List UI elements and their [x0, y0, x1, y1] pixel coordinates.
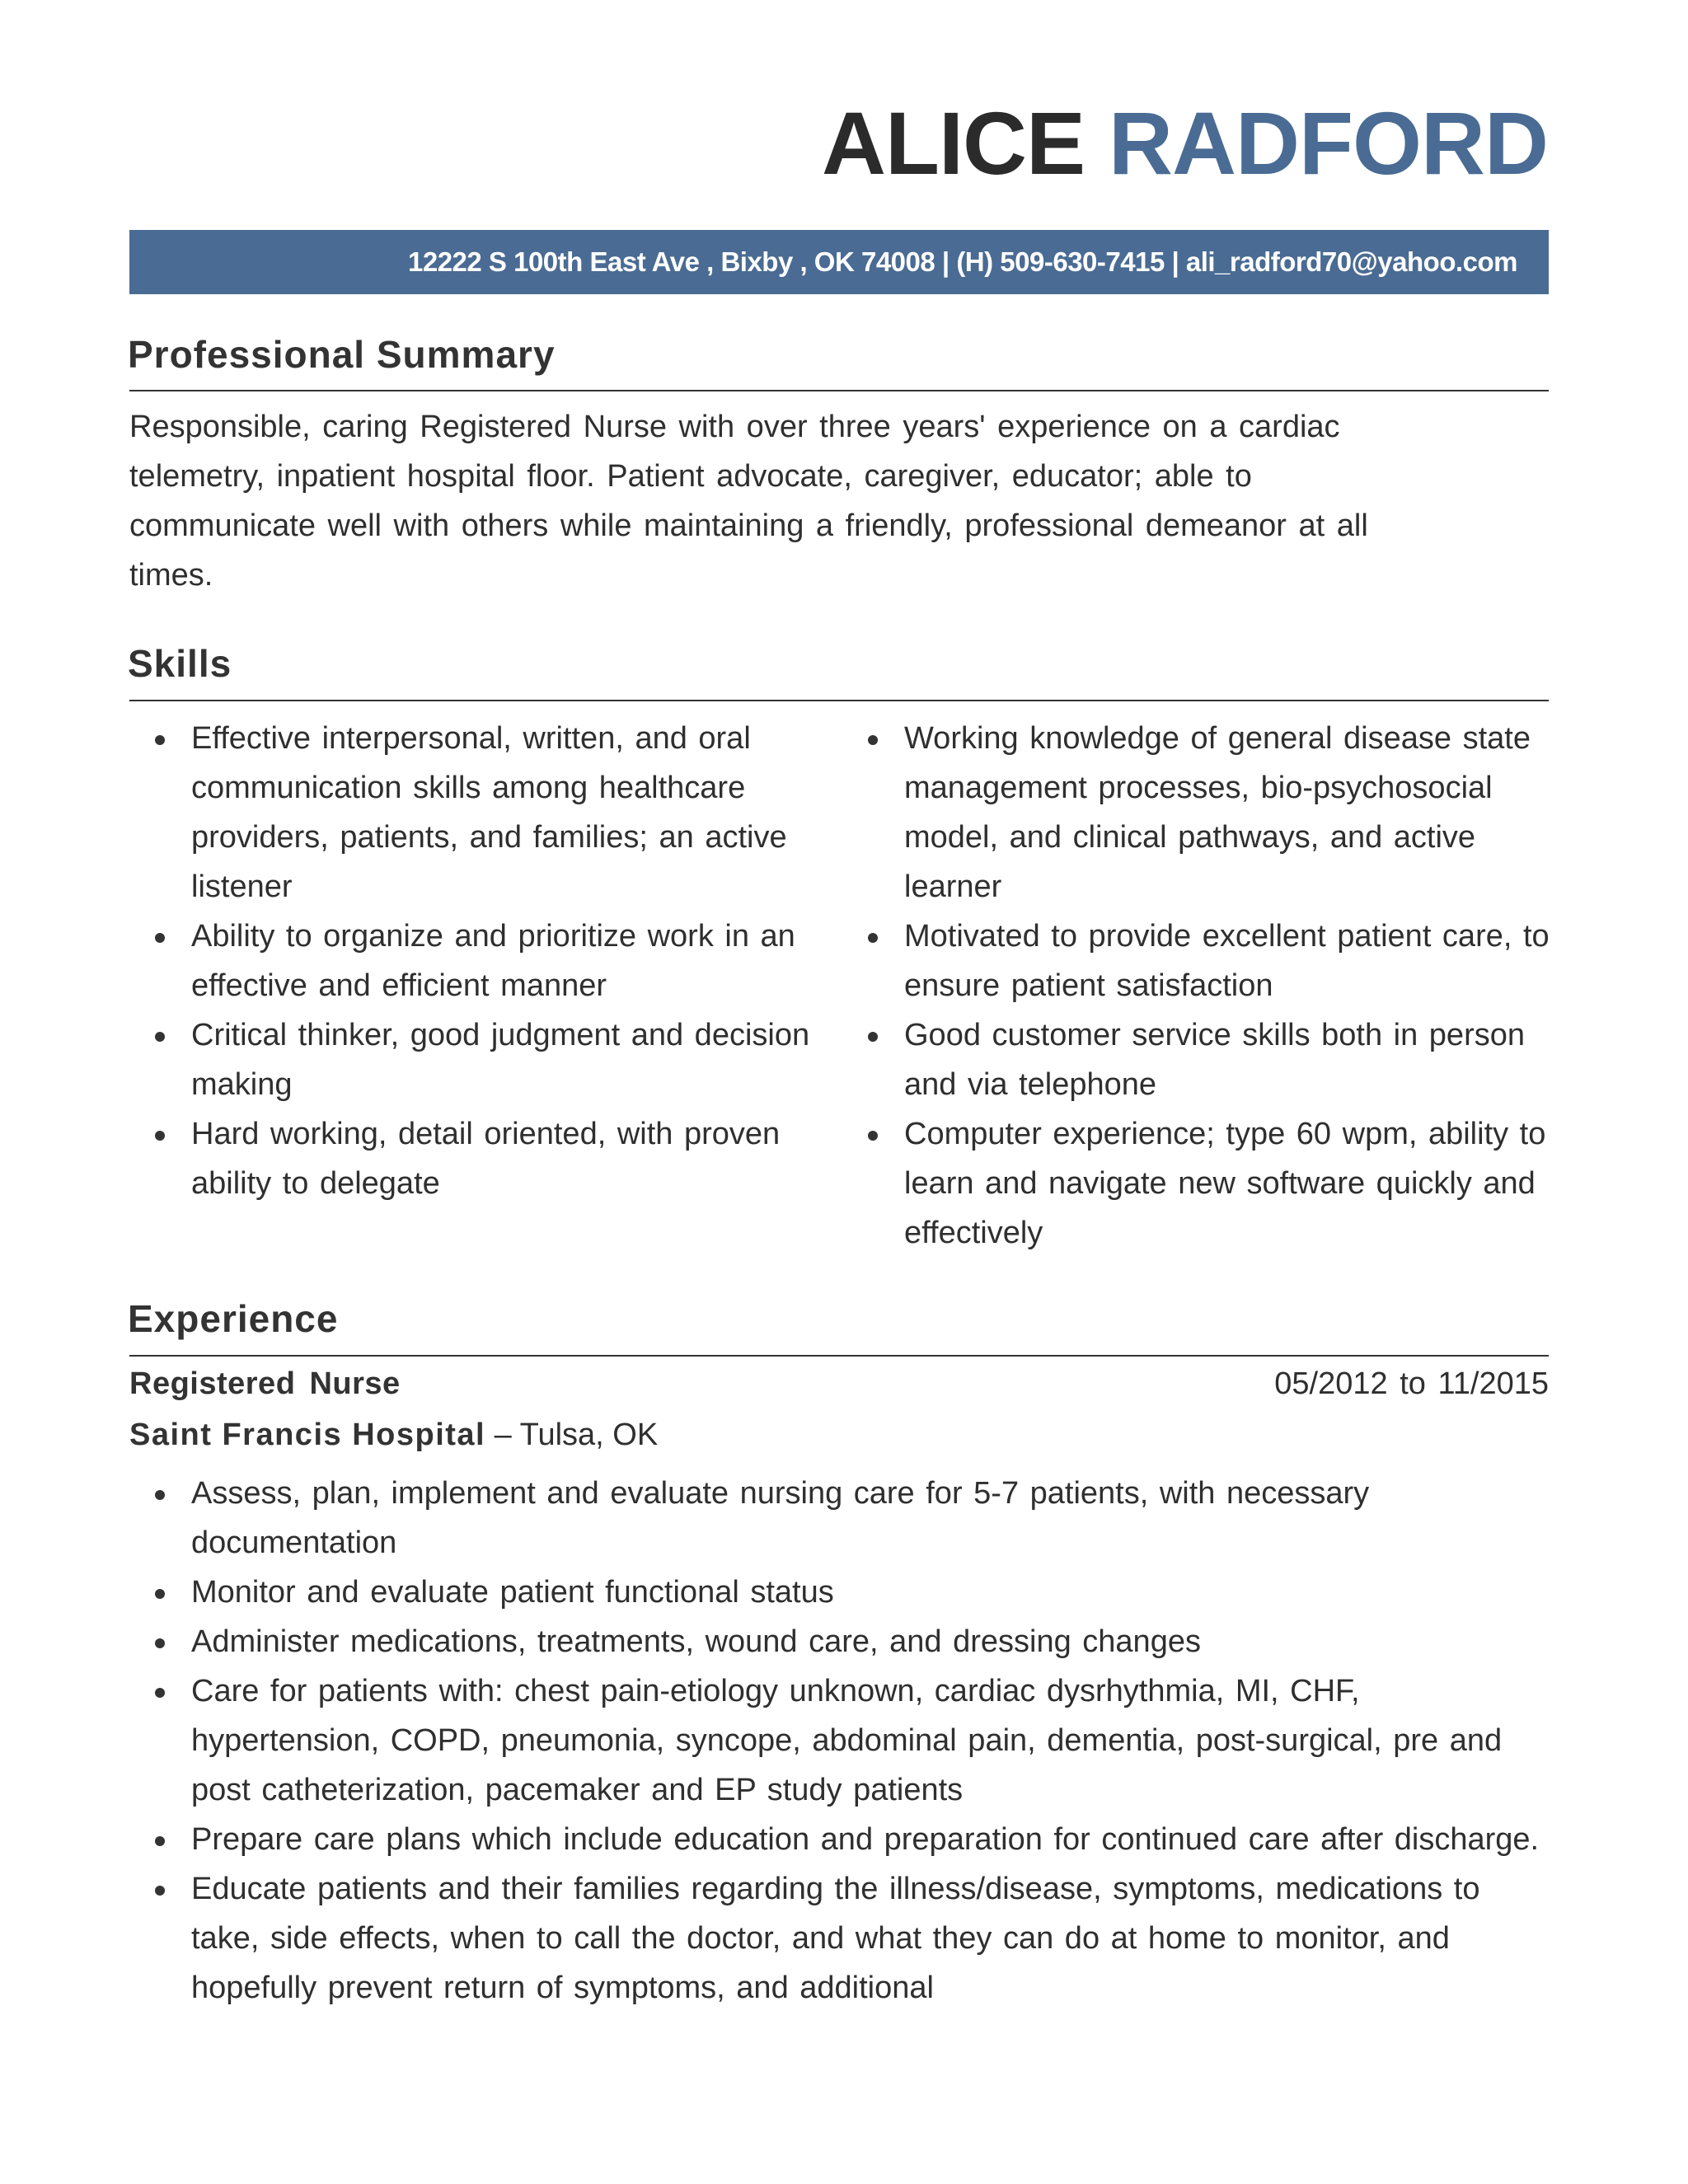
bullet-icon: [155, 1131, 165, 1141]
skill-item: Hard working, detail oriented, with proven ability to delegate: [129, 1109, 846, 1208]
duty-item: Care for patients with: chest pain-etiology unknown, cardiac dysrhythmia, MI, CHF, hypertension, COPD, pneumonia, syncope, abdominal pain, dementia, post-surgical, pre and post catheterization, pacemaker and EP study patients: [129, 1666, 1555, 1815]
employer-line: [129, 1418, 658, 1453]
bullet-icon: [868, 1131, 878, 1141]
bullet-icon: [155, 1589, 165, 1599]
candidate-name: [822, 93, 1548, 193]
bullet-icon: [155, 1836, 165, 1846]
bullet-icon: [155, 1490, 165, 1500]
skills-list-left: [129, 714, 846, 1208]
job-title: Registered Nurse: [129, 1366, 401, 1401]
first-name: ALICE: [822, 93, 1085, 193]
skill-item: Critical thinker, good judgment and decision making: [129, 1010, 846, 1109]
duty-item: Educate patients and their families regarding the illness/disease, symptoms, medications to take, side effects, when to call the doctor, and what they can do at home to monitor, and hopefully prevent return of symptoms, and additional: [129, 1864, 1555, 2013]
experience-divider: [129, 1355, 1549, 1357]
skill-item: Computer experience; type 60 wpm, ability to learn and navigate new software quickly and effectively: [842, 1109, 1559, 1258]
job-dates: 05/2012 to 11/2015: [1274, 1366, 1549, 1401]
skill-item: Motivated to provide excellent patient care, to ensure patient satisfaction: [842, 912, 1559, 1010]
skill-item: Good customer service skills both in person and via telephone: [842, 1010, 1559, 1109]
duty-item: Administer medications, treatments, wound care, and dressing changes: [129, 1617, 1555, 1666]
skills-divider: [129, 700, 1549, 701]
bullet-icon: [155, 1638, 165, 1648]
summary-divider: [129, 390, 1549, 391]
bullet-icon: [155, 1032, 165, 1042]
bullet-icon: [868, 933, 878, 943]
summary-heading: Professional Summary: [128, 333, 556, 376]
summary-text: Responsible, caring Registered Nurse with over three years' experience on a cardiac telemetry, inpatient hospital floor. Patient advocate, caregiver, educator; able to communicate well with others while maintaining a friendly, professional demeanor at all times.: [129, 410, 1368, 593]
bullet-icon: [155, 1886, 165, 1896]
contact-info: 12222 S 100th East Ave , Bixby , OK 74008 | (H) 509-630-7415 | ali_radford70@yahoo.com: [407, 246, 1517, 277]
employer-separator: –: [485, 1418, 520, 1452]
bullet-icon: [868, 1032, 878, 1042]
contact-bar: [129, 230, 1549, 294]
bullet-icon: [155, 735, 165, 745]
job-duties-list: [129, 1469, 1555, 2013]
bullet-icon: [155, 1688, 165, 1698]
skills-heading: Skills: [128, 642, 232, 685]
skill-item: Ability to organize and prioritize work in an effective and efficient manner: [129, 912, 846, 1010]
duty-item: Assess, plan, implement and evaluate nursing care for 5-7 patients, with necessary documentation: [129, 1469, 1555, 1568]
skill-item: Working knowledge of general disease state management processes, bio-psychosocial model, and clinical pathways, and active learner: [842, 714, 1559, 912]
experience-heading: Experience: [128, 1297, 339, 1340]
skill-item: Effective interpersonal, written, and oral communication skills among healthcare providers, patients, and families; an active listener: [129, 714, 846, 912]
bullet-icon: [155, 933, 165, 943]
employer-name: Saint Francis Hospital: [129, 1418, 486, 1452]
duty-item: Monitor and evaluate patient functional status: [129, 1568, 1555, 1617]
bullet-icon: [868, 735, 878, 745]
employer-location: Tulsa, OK: [519, 1418, 659, 1452]
last-name: RADFORD: [1109, 93, 1548, 193]
skills-list-right: [842, 714, 1559, 1258]
duty-item: Prepare care plans which include education and preparation for continued care after discharge.: [129, 1815, 1555, 1864]
